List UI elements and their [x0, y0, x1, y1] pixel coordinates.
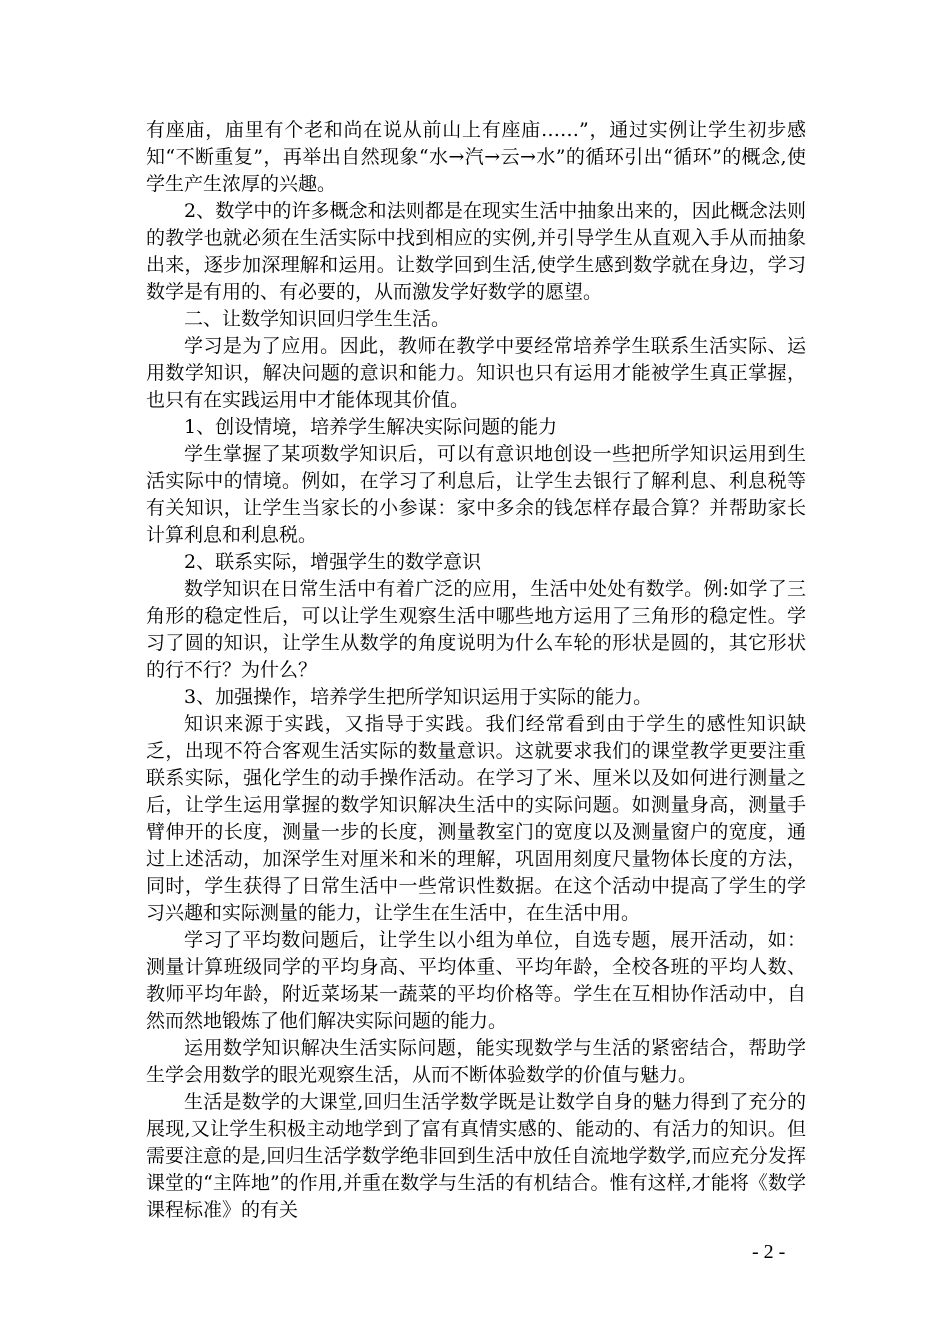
subsection-heading: 3、加强操作，培养学生把所学知识运用于实际的能力。 [184, 686, 653, 708]
paragraph: 生活是数学的大课堂,回归生活学数学既是让数学自身的魅力得到了充分的展现,又让学生积极主动地学到了富有真情实感的、能动的、有活力的知识。但需要注意的是,回归生活学数学绝非回到生活中放任自流地学数学,而应充分发挥课堂的“主阵地”的作用,并重在数学与生活的有机结合。惟有这样,才能将《数学课程标准》的有关 [146, 1091, 806, 1221]
paragraph: 2、数学中的许多概念和法则都是在现实生活中抽象出来的，因此概念法则的教学也就必须在生活实际中找到相应的实例,并引导学生从直观入手从而抽象出来，逐步加深理解和运用。让数学回到生活,使学生感到数学就在身边，学习数学是有用的、有必要的，从而激发学好数学的愿望。 [146, 200, 806, 303]
body-text [146, 117, 806, 1224]
paragraph: 运用数学知识解决生活实际问题，能实现数学与生活的紧密结合，帮助学生学会用数学的眼光观察生活，从而不断体验数学的价值与魅力。 [146, 1037, 806, 1086]
paragraph: 有座庙，庙里有个老和尚在说从前山上有座庙……”，通过实例让学生初步感知“不断重复”，再举出自然现象“水→汽→云→水”的循环引出“循环”的概念,使学生产生浓厚的兴趣。 [146, 119, 806, 195]
page-number: - 2 - [752, 1241, 786, 1263]
subsection-heading: 2、联系实际，增强学生的数学意识 [184, 551, 482, 573]
paragraph: 知识来源于实践，又指导于实践。我们经常看到由于学生的感性知识缺乏，出现不符合客观生活实际的数量意识。这就要求我们的课堂教学更要注重联系实际，强化学生的动手操作活动。在学习了米、厘米以及如何进行测量之后，让学生运用掌握的数学知识解决生活中的实际问题。如测量身高，测量手臂伸开的长度，测量一步的长度，测量教室门的宽度以及测量窗户的宽度，通过上述活动，加深学生对厘米和米的理解，巩固用刻度尺量物体长度的方法，同时，学生获得了日常生活中一些常识性数据。在这个活动中提高了学生的学习兴趣和实际测量的能力，让学生在生活中，在生活中用。 [146, 713, 806, 924]
subsection-heading: 1、创设情境，培养学生解决实际问题的能力 [184, 416, 558, 438]
paragraph: 学生掌握了某项数学知识后，可以有意识地创设一些把所学知识运用到生活实际中的情境。例如，在学习了利息后，让学生去银行了解利息、利息税等有关知识，让学生当家长的小参谋：家中多余的钱怎样存最合算？并帮助家长计算利息和利息税。 [146, 443, 806, 546]
paragraph: 学习了平均数问题后，让学生以小组为单位，自选专题，展开活动，如：测量计算班级同学的平均身高、平均体重、平均年龄，全校各班的平均人数、教师平均年龄，附近菜场某一蔬菜的平均价格等。学生在互相协作活动中，自然而然地锻炼了他们解决实际问题的能力。 [146, 929, 806, 1032]
paragraph: 数学知识在日常生活中有着广泛的应用，生活中处处有数学。例:如学了三角形的稳定性后，可以让学生观察生活中哪些地方运用了三角形的稳定性。学习了圆的知识，让学生从数学的角度说明为什么车轮的形状是圆的，其它形状的行不行？为什么？ [146, 578, 806, 681]
section-heading: 二、让数学知识回归学生生活。 [184, 308, 451, 330]
paragraph: 学习是为了应用。因此，教师在教学中要经常培养学生联系生活实际、运用数学知识，解决问题的意识和能力。知识也只有运用才能被学生真正掌握，也只有在实践运用中才能体现其价值。 [146, 335, 806, 411]
